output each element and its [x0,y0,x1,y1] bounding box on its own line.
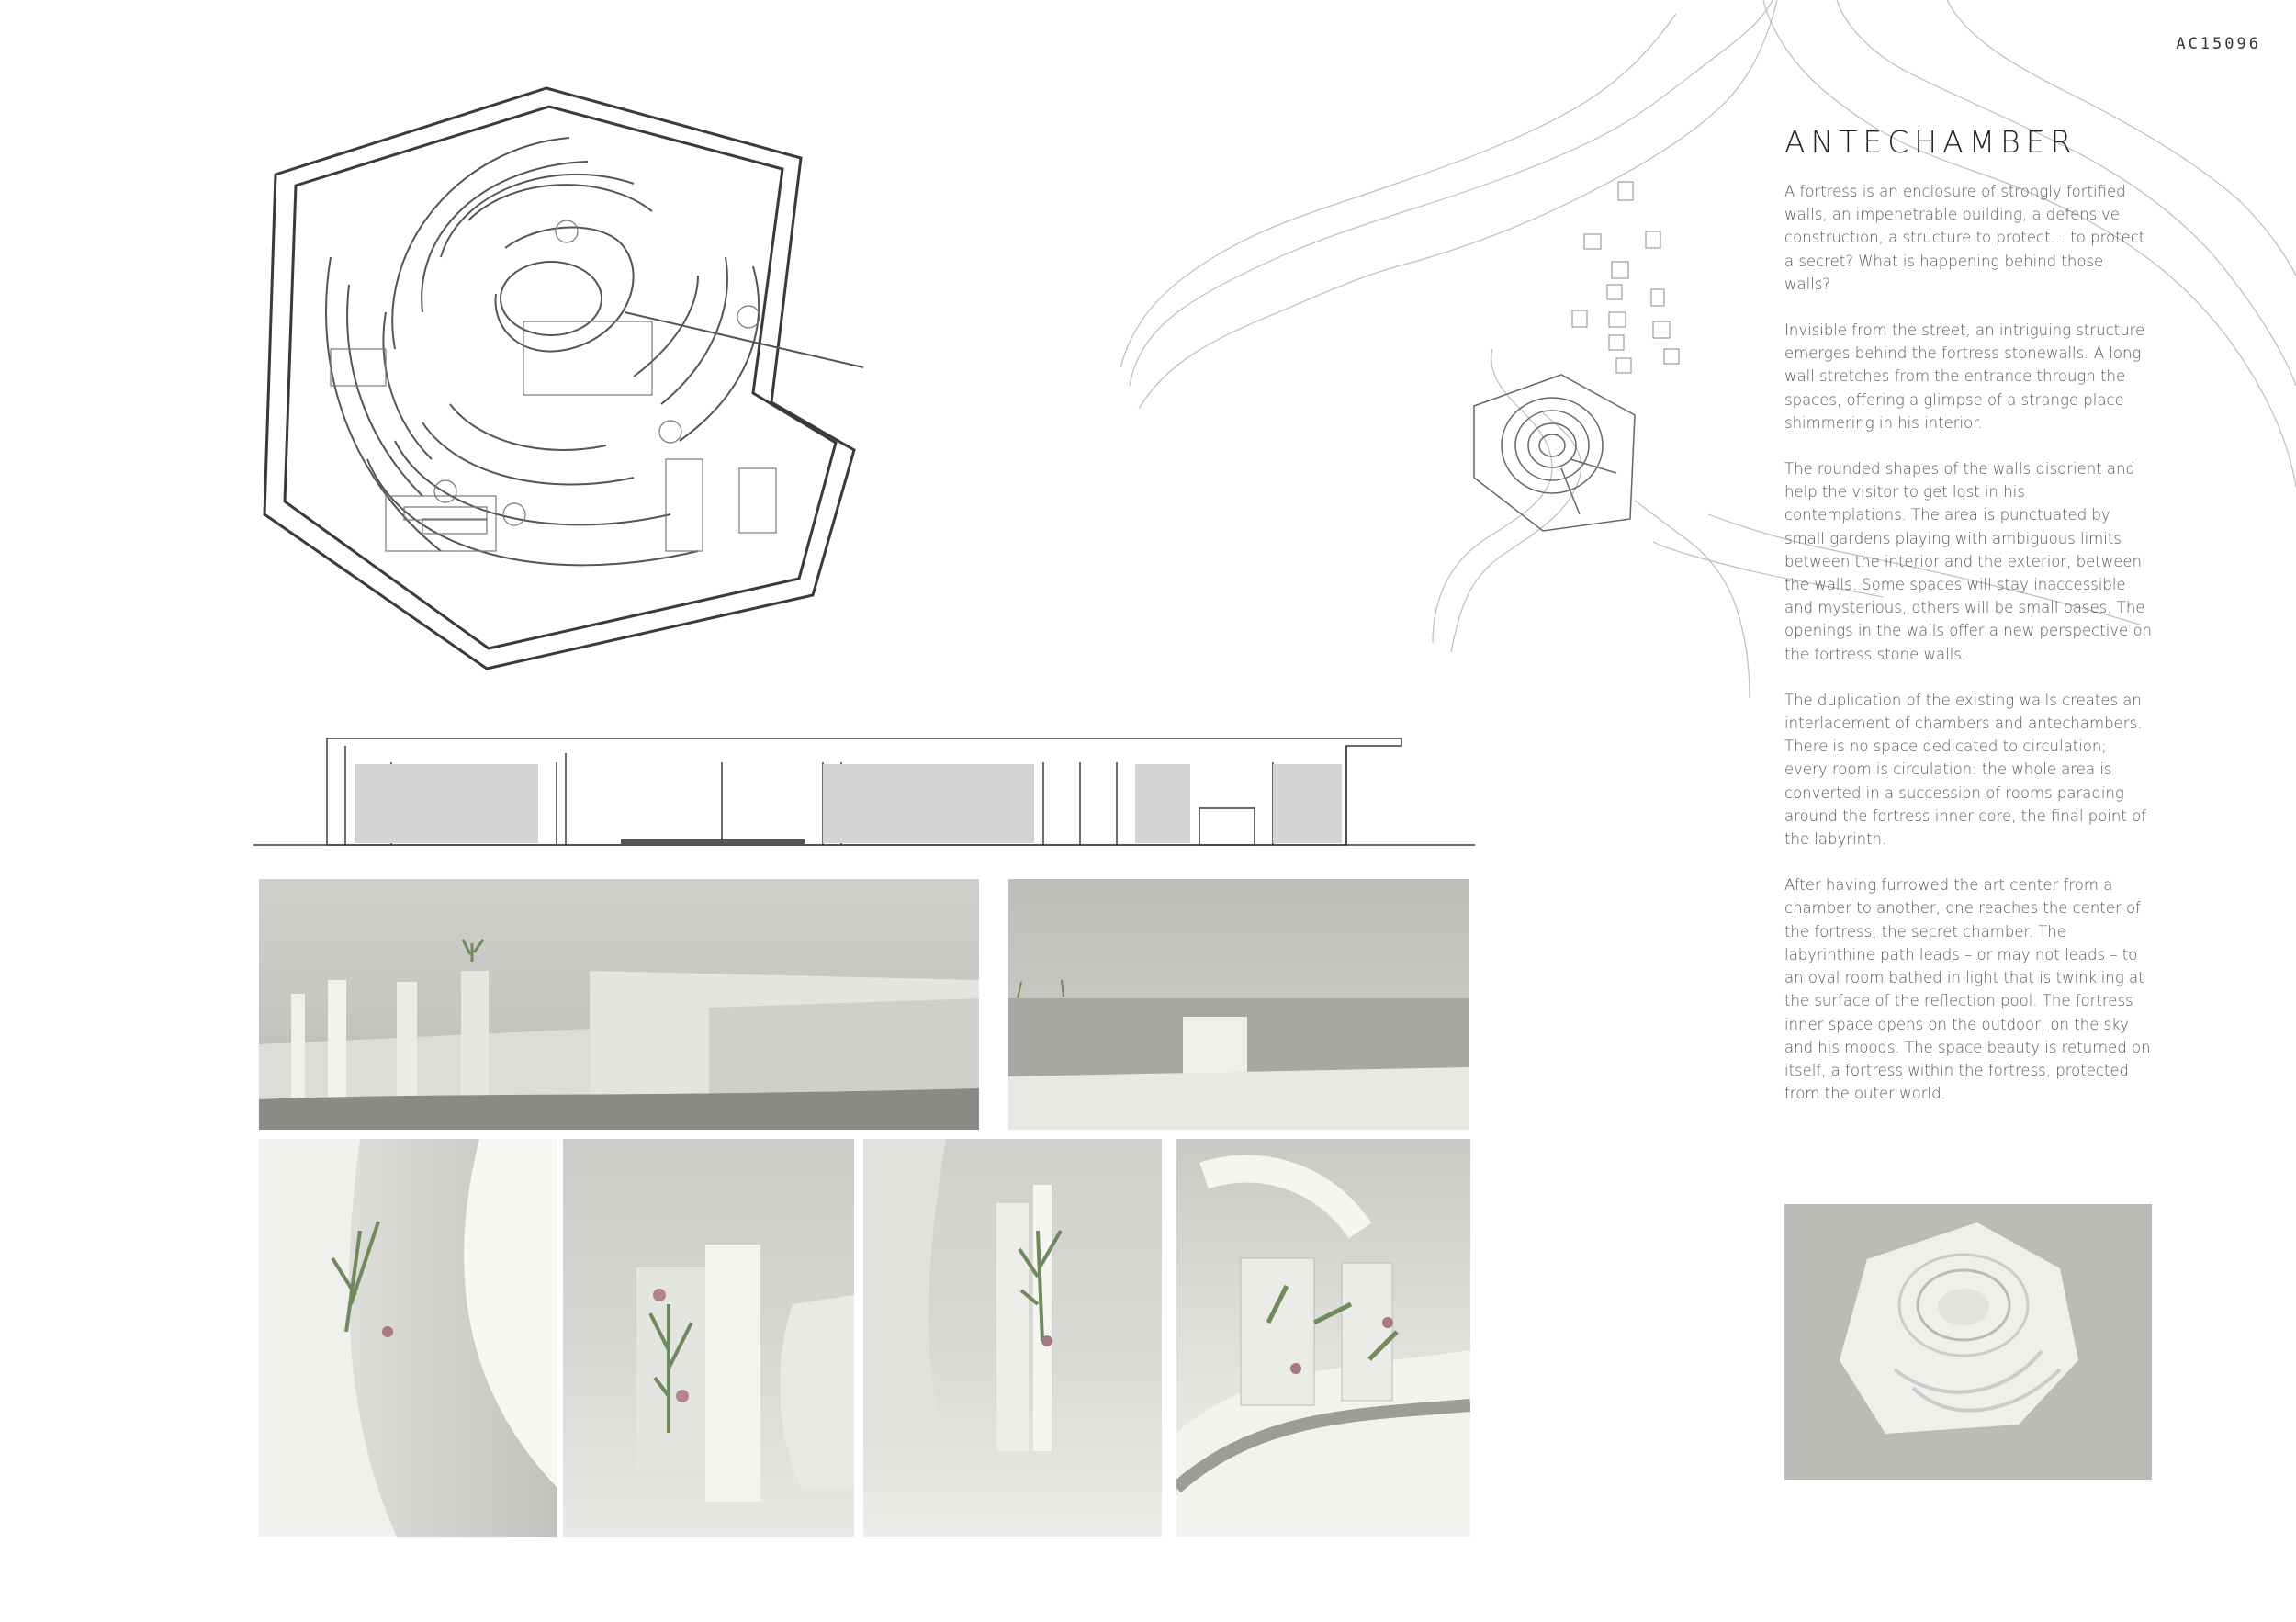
model-photo-side [1008,879,1469,1130]
model-photo-top [1176,1139,1470,1537]
model-photo-corridor [259,1139,557,1537]
paragraph: After having furrowed the art center from a chamber to another, one reaches the center of the fortress, the secret chamber. The labyrinthine path leads – or may not leads – to an oval room bathed in light that is twinkling at the surface of the reflection pool. The fortress inner space opens on the outdoor, on the sky and his moods. The space beauty is returned on itself, a fortress within the fortress, protected from the outer world. [1784,876,2151,1103]
description-text [1784,180,2152,1128]
model-photo-garden [563,1139,854,1537]
paragraph: The rounded shapes of the walls disorient and help the visitor to get lost in his contemplations. The area is punctuated by small gardens playing with ambiguous limits between the interior and the exterior, between the walls. Some spaces will stay inaccessible and mysterious, others will be small oases. The openings in the walls offer a new perspective on the fortress stone walls. [1784,460,2153,663]
project-code: AC15096 [2176,35,2261,53]
page-title: ANTECHAMBER [1784,124,2077,160]
plan-drawing [239,73,1157,698]
paragraph: A fortress is an enclosure of strongly fortified walls, an impenetrable building, a defensive construction, a structure to protect… to protect a secret? What is happening behind those walls? [1784,183,2145,293]
section-elevation [253,726,1493,863]
paragraph: Invisible from the street, an intriguing structure emerges behind the fortress stonewalls. A long wall stretches from the entrance through the spaces, offering a glimpse of a strange place shimmering in his interior. [1784,321,2145,432]
model-photo-wall [863,1139,1162,1537]
model-photo-overview [1784,1204,2152,1480]
paragraph: The duplication of the existing walls creates an interlacement of chambers and antechambers. There is no space dedicated to circulation; every room is circulation: the whole area is converted in a succession of rooms parading around the fortress inner core, the final point of the labyrinth. [1784,691,2147,849]
model-photo-wide [259,879,979,1130]
